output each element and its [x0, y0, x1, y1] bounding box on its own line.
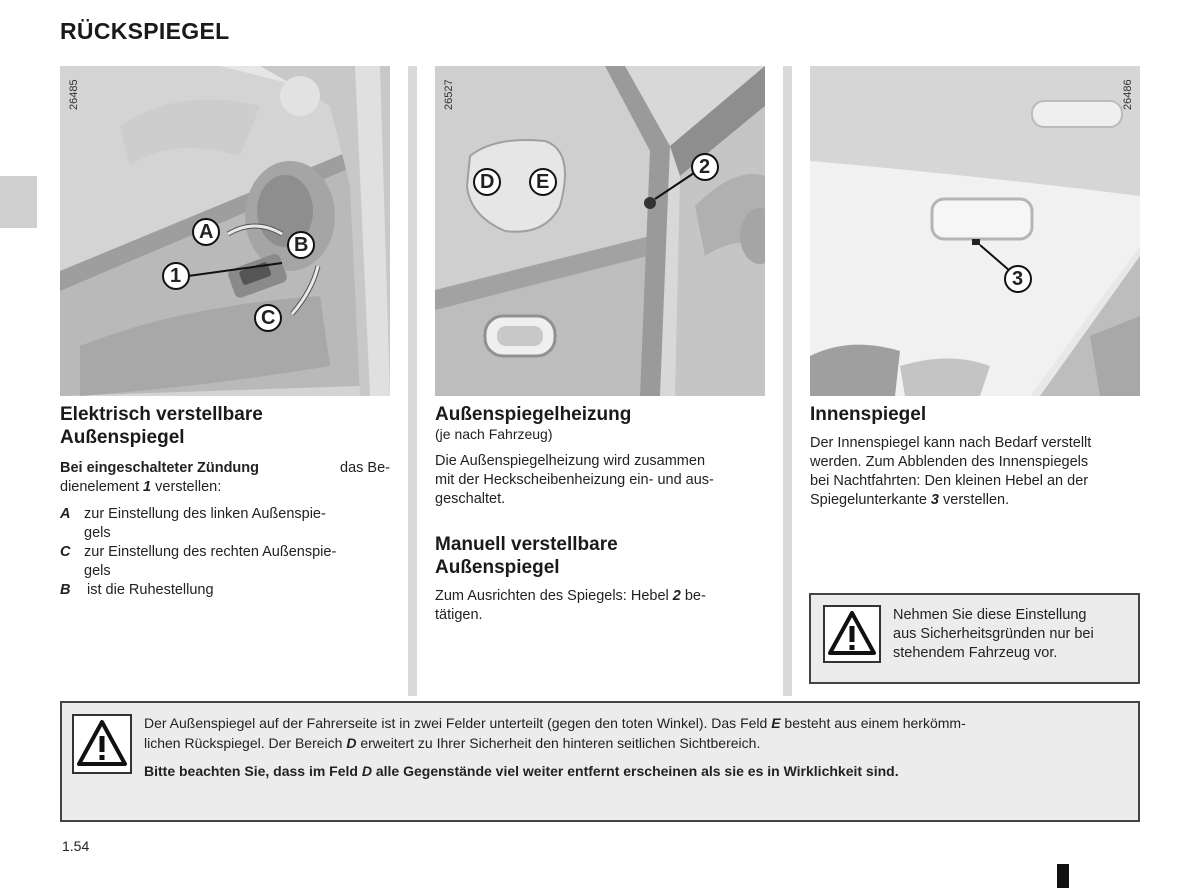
- image-code-middle: 26527: [443, 79, 455, 110]
- warning-triangle-icon: [823, 605, 881, 663]
- heading-manual-mirrors: Manuell verstellbare Außenspiegel: [435, 534, 618, 578]
- page-number: 1.54: [62, 838, 90, 854]
- column-separator: [408, 66, 417, 696]
- heading-electric-mirrors: Elektrisch verstellbare Außenspiegel: [60, 404, 263, 448]
- list-item: A zur Einstellung des linken Außenspie- gels: [60, 506, 326, 541]
- mirror-lever-photo: [435, 66, 765, 396]
- callout-e-label: E: [536, 171, 550, 193]
- column-separator: [783, 66, 792, 696]
- blind-spot-warning-text: Der Außenspiegel auf der Fahrerseite ist in zwei Felder unterteilt (gegen den toten Winkel). Das Feld E besteht aus einem herkömm- lichen Rückspiegel. Der Bereich D erweitert zu Ihrer Sicherheit den hinteren seitlichen Sichtbereich. Bitte beachten Sie, dass im Feld D alle Gegenstände viel weiter entfernt erscheinen als sie es in Wirklichkeit sind.: [144, 715, 966, 779]
- page-title: RÜCKSPIEGEL: [60, 18, 230, 44]
- interior-mirror-illustration: [810, 66, 1140, 396]
- heading-interior-mirror: Innenspiegel: [810, 404, 927, 425]
- callout-2-label: 2: [699, 156, 711, 178]
- list-item: B ist die Ruhestellung: [60, 582, 214, 598]
- image-code-right: 26486: [1122, 79, 1134, 110]
- left-intro: Bei eingeschalteter Zündung das Be- dienelement 1 verstellen:: [60, 460, 390, 495]
- warning-triangle-icon: [72, 714, 132, 774]
- mirror-heating-text: Die Außenspiegelheizung wird zusammen mit der Heckscheibenheizung ein- und aus- geschaltet.: [435, 453, 714, 507]
- callout-3-label: 3: [1012, 268, 1024, 290]
- door-panel-illustration: [60, 66, 390, 396]
- mirror-lever-illustration: [435, 66, 765, 396]
- heading-mirror-heating-note: (je nach Fahrzeug): [435, 426, 553, 442]
- section-tab-marker: [0, 176, 37, 228]
- callout-c-label: C: [261, 307, 276, 329]
- manual-mirror-text: Zum Ausrichten des Spiegels: Hebel 2 be- tätigen.: [435, 588, 706, 623]
- interior-mirror-photo: [810, 66, 1140, 396]
- page-edge-marker: [1057, 864, 1069, 888]
- left-section: [60, 403, 390, 600]
- adjustment-warning-box: [809, 593, 1140, 684]
- image-code-left: 26485: [68, 79, 80, 110]
- middle-section: [435, 403, 765, 625]
- adjustment-list: [60, 505, 390, 600]
- blind-spot-warning-box: [60, 701, 1140, 822]
- heading-mirror-heating: Außenspiegelheizung: [435, 404, 632, 425]
- interior-mirror-text: Der Innenspiegel kann nach Bedarf verstellt werden. Zum Abblenden des Innenspiegels bei Nachtfahrten: Den kleinen Hebel an der Spiegelunterkante 3 verstellen.: [810, 435, 1092, 508]
- list-item: C zur Einstellung des rechten Außenspie- gels: [60, 544, 337, 579]
- callout-1-label: 1: [170, 265, 182, 287]
- callout-a-label: A: [199, 221, 214, 243]
- right-section: [810, 403, 1142, 510]
- door-panel-photo: [60, 66, 390, 396]
- adjustment-warning-text: Nehmen Sie diese Einstellung aus Sicherheitsgründen nur bei stehendem Fahrzeug vor.: [893, 607, 1094, 661]
- callout-d-label: D: [480, 171, 495, 193]
- callout-b-label: B: [294, 234, 309, 256]
